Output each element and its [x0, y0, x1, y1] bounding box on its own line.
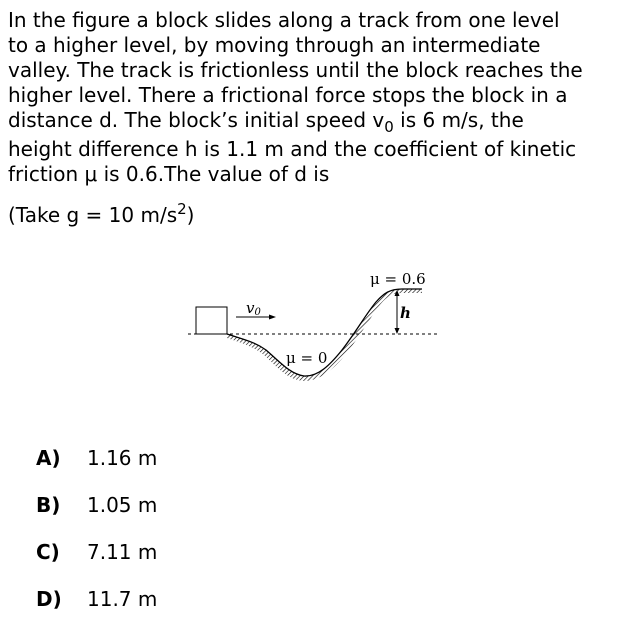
track-hatching — [227, 289, 422, 381]
option-letter: D) — [36, 586, 62, 611]
height-label: h — [400, 304, 411, 322]
option-letter: C) — [36, 539, 60, 564]
spacer — [8, 187, 614, 203]
question-line-1: In the figure a block slides along a track from one level — [8, 8, 560, 32]
question-text — [8, 8, 614, 228]
question-line-5 — [8, 108, 614, 136]
option-letter: A) — [36, 445, 61, 470]
option-text: 11.7 m — [87, 586, 158, 611]
v0-subscript: 0 — [384, 118, 394, 136]
height-arrowhead-bottom — [395, 328, 400, 334]
option-text: 7.11 m — [87, 539, 158, 564]
option-text: 1.16 m — [87, 445, 158, 470]
mu-top-label: μ = 0.6 — [370, 270, 426, 288]
option-c[interactable] — [36, 528, 157, 575]
question-line-2: to a higher level, by moving through an intermediate — [8, 33, 541, 57]
velocity-arrowhead — [269, 315, 276, 320]
question-line-6: height difference h is 1.1 m and the coefficient of kinetic — [8, 137, 577, 161]
option-letter: B) — [36, 492, 61, 517]
question-line-4: higher level. There a frictional force stops the block in a — [8, 83, 568, 107]
track-figure — [180, 262, 444, 390]
given-gravity — [8, 200, 614, 228]
mu-valley-label: μ = 0 — [286, 349, 328, 367]
option-text: 1.05 m — [87, 492, 158, 517]
question-line-3: valley. The track is frictionless until the block reaches the — [8, 58, 583, 82]
question-line-7: friction μ is 0.6.The value of d is — [8, 162, 330, 186]
question-line-5-text: distance d. The block’s initial speed v — [8, 108, 385, 132]
option-d[interactable] — [36, 575, 157, 622]
option-b[interactable] — [36, 481, 157, 528]
question-line-5-end: is 6 m/s, the — [393, 108, 524, 132]
option-a[interactable] — [36, 434, 157, 481]
track-diagram — [180, 262, 444, 390]
answer-options — [36, 434, 157, 622]
given-close: ) — [186, 203, 195, 227]
squared-superscript: 2 — [177, 200, 187, 218]
given-text: (Take g = 10 m/s — [8, 203, 178, 227]
block — [196, 307, 227, 334]
v0-label: v0 — [246, 299, 261, 318]
